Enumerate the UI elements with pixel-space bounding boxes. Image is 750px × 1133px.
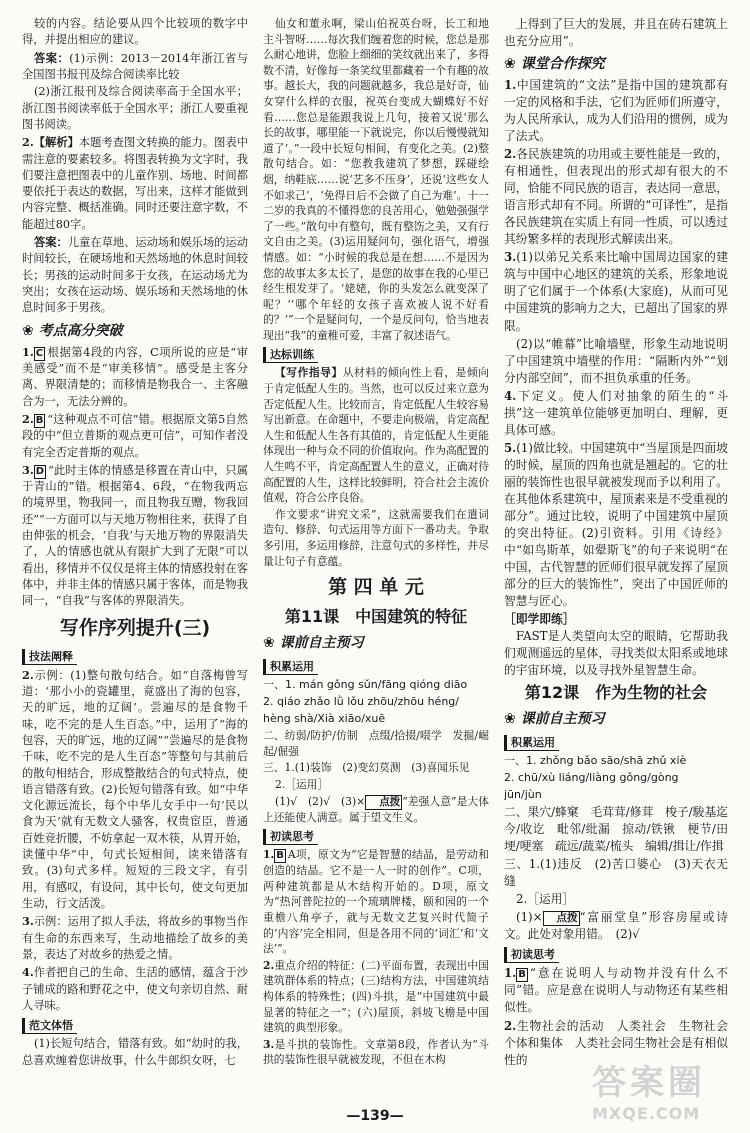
- paragraph-text: FAST是人类望向太空的眼睛，它帮助我们观测遥远的星体，寻找类似太阳系或地球的宇宙环境，以及寻找外星智慧生命。: [504, 629, 728, 678]
- subsection-label: 积累运用: [263, 659, 318, 675]
- section-heading: [504, 708, 728, 730]
- column-left: [22, 16, 248, 1070]
- paragraph: [22, 667, 248, 913]
- section-heading-text: 课前自主预习: [520, 711, 605, 728]
- paragraph-text: 是斗拱的装饰性。文章第8段，作者认为“斗拱的装饰性很早就被发现，不但在木构: [263, 1037, 489, 1067]
- paragraph-text: “意在说明人与动物并没有什么不同”错。应是意在说明人与动物还有某些相似性。: [504, 966, 728, 1015]
- paragraph-text: 重点介绍的特征：(二)平面布置，表现出中国建筑群体系的特点；(三)结构方法，中国建筑结构体系的特殊性；(四)斗拱，是“中国建筑中最显著的特征之一”；(六)屋顶，斜坡飞檐是中国建筑的典型形象。: [263, 958, 489, 1035]
- subsection-label: 积累运用: [504, 735, 559, 751]
- item-number: 2.: [504, 1018, 517, 1033]
- paragraph: [263, 1037, 489, 1068]
- section-heading-text: 课堂合作探究: [520, 56, 605, 73]
- paragraph-text: 示例：运用了拟人手法，将故乡的事物当作有生命的东西来写，生动地描绘了故乡的美景，表达了对故乡的热爱之情。: [22, 915, 248, 961]
- leaf-icon: ❀: [504, 56, 521, 73]
- paragraph-text: (1)长短句结合，错落有致。如“幼时的我，总喜欢缠着您讲故事，什么牛郎织女呀，七: [22, 1037, 248, 1067]
- paragraph: [22, 964, 248, 1014]
- pinyin-line: 2. qiáo zhǎo lǜ lǒu zhōu/zhōu héng/: [263, 695, 459, 709]
- lesson-title: 第12课 作为生物的社会: [524, 683, 708, 703]
- tip-label: [543, 911, 580, 926]
- pinyin-line: hèng shà/Xià xiāo/xuē: [263, 712, 386, 726]
- paragraph: [504, 388, 728, 439]
- paragraph: [22, 16, 248, 49]
- paragraph-text: “此时主体的情感是移置在青山中，只属于青山的”错。根据第4、6段，“在物我两忘的境界里，物我同一，而且物我互赠，物我回还”“一方面可以与天地万物相往来，获得了自由伸张的机会，‘自我’与天地万物的界限消失了，人的情感也就从有限扩大到了无限”可以看出，移情并不仅仅是将主体的情感投射在客体中，并非主体的情感只属于客体，而是物我同一，“自我”与客体的界限消失。: [22, 463, 248, 608]
- paragraph: [263, 16, 489, 343]
- tip-label: [365, 795, 402, 810]
- paragraph-text: 各民族建筑的功用或主要性能是一致的，有相通性，但表现出的形式却有很大的不同，恰能不同民族的语言，表达同一意思，语言形式却有不同。所谓的“可译性”，是指各民族建筑在实质上有同一性质，可以透过其纷繁多样的表现形式解读出来。: [504, 147, 728, 247]
- subsection-label: ［即学即练］: [504, 612, 575, 627]
- item-number: 5.: [504, 440, 517, 455]
- answer-letter-box: B: [276, 850, 284, 862]
- paragraph-text: 作者把自己的生命、生活的感情，蕴含于沙子铺成的路和野花之中，使文句亲切自然、耐人寻味。: [22, 966, 248, 1012]
- section-heading: [22, 320, 248, 342]
- pinyin-line: 一、1. mán gǒng sǔn/fāng qióng diāo: [263, 678, 468, 692]
- item-number: 4.: [504, 388, 517, 403]
- paragraph: [22, 913, 248, 963]
- subsection-label: 初读思考: [263, 829, 318, 845]
- paragraph-text: 二、纺弱/防护/仿制 点缀/拾掇/啜学 发掘/崛起/倔强: [263, 729, 489, 758]
- answer-letter-box: D: [35, 465, 45, 477]
- paragraph: [504, 628, 728, 679]
- paragraph-text-tail: “富丽堂皇”形容房屋或诗文。此处对象用错。 (2)√: [504, 910, 728, 942]
- paragraph: [504, 856, 728, 890]
- paragraph: [504, 249, 728, 334]
- paragraph-text: (1)以弟兄关系来比喻中国周边国家的建筑与中国中心地区的建筑的关系，形象地说明了它们属于一个体系(大家庭)，从而可见中国建筑的影响力之大，已超出了国家的界限。: [504, 250, 728, 333]
- subsection-label: 技法阐释: [22, 649, 77, 665]
- paragraph-text: (1)×: [516, 910, 543, 925]
- paragraph-text: A项，原文为“它是智慧的结晶，是劳动和创造的结晶。它不是一人一时的创作”。C项，两种建筑都是从木结构开始的。D项，原文为“热河普陀拉的一个琉璃牌楼，颐和园的一个重檐八角亭子，就与无数文艺复兴时代简子的‘内容’完全相同，但是各用不同的‘词汇’和‘文法’”。: [263, 848, 489, 956]
- paragraph: [22, 134, 248, 233]
- item-number: 2.: [22, 135, 34, 150]
- paragraph-text: “这种观点不可信”错。根据原文第5自然段的中“但立普斯的观点更可信”，可知作者没有完全否定普斯的观点。: [22, 412, 248, 459]
- paragraph-text: 2.［运用］: [275, 777, 329, 791]
- paragraph-text: (1)做比较。中国建筑中“当屋顶是四面坡的时候，屋顶的四角也就是翘起的。它的壮丽的装饰性也很早就被发现而予以利用了。在其他体系建筑中，屋顶素来是不受重视的部分”。通过比较，说明了中国建筑中屋顶的突出特征。(2)引资料。引用《诗经》中“如鸟斯革，如翚斯飞”的句子来说明“在中国，古代智慧的匠师们很早就发挥了屋顶部分的巨大的装饰性”，突出了中国匠师的智慧与匠心。: [504, 440, 728, 608]
- paragraph-text: 三、1.(1)装饰 (2)变幻莫测 (3)喜闻乐见: [263, 761, 470, 775]
- item-number: 3.: [22, 914, 34, 929]
- paragraph-text: 下定义。使人们对抽象的陌生的“斗拱”这一建筑单位能够更加明白、理解，更具体可感。: [504, 388, 728, 437]
- paragraph-text: 生物社会的活动 人类社会 生物社会 个体和集体 人类社会同生物社会是有相似性的: [504, 1018, 740, 1067]
- paragraph-text: (2)以“帷幕”比喻墙壁，形象生动地说明了中国建筑中墙壁的作用：“隔断内外”“划分内部空间”，而不担负承重的任务。: [504, 336, 728, 385]
- subsection-label: 范文体悟: [22, 1018, 77, 1034]
- item-number: 3.: [22, 462, 34, 477]
- item-number: 1.: [22, 344, 34, 359]
- paragraph: [504, 909, 728, 943]
- paragraph: [22, 1036, 248, 1069]
- pinyin-line: jūn/jùn: [504, 788, 542, 802]
- paragraph-text: 示例：(1)整句散句结合。如“自落梅曾写道：‘那小小的瓷罐里，竟盛出了海的包容，天的旷远，地的辽阔’。尝遍尽的是食物千味，吃不完的是人生百态。”中，运用了“海的包容，天的旷远，地的辽阔”“尝遍尽的是食物千味，吃不完的是人生百态”等整句与其前后的散句相结合，形成整散结合的句式特点，使语言错落有致。(2)长短句错落有致。如“中华文化源远流长，每个中华儿女手中一句‘民以食为天’就有无数文人骚客，权贵宦臣，普通百姓竞折腰，不妨拿起一双木筷，从胃开始，读懂中华”中，句式长短相间，读来错落有致。(3)句式多样。短短的三段文字，有引用，有感叹，有设问，其中长句，使文句更加生动，行文活泼。: [22, 668, 248, 910]
- answer-label: 答案：: [34, 50, 70, 65]
- paragraph-text: 仙女和董永啊，梁山伯祝英台呀，长工和地主斗智呀……每次我们缠着您的时候，您总是那么耐心地讲，您脸上细细的笑纹就出来了，多得数不清，好像每一条笑纹里都藏着一个有趣的故事。越长大，我的问题就越多，我总是好奇，仙女穿什么样的衣服，祝英台变成大蝴蝶好不好看……您总是能跟我说上几句，接着又说‘那么长的故事，哪里能一下就说完，你以后慢慢就知道了’。”一段中长短句相间，有变化之美。(2)整散句结合。如：“您教我建筑了梦想，踩碰绘烟，纳鞋底……说‘艺多不压身’，还说‘这些女人不如求己’，‘免得日后不会做了自己为难’。十一二岁的我真的不懂得您的良苦用心，勉勉强强学了一些。”散句中有整句，既有整饬之美，又有行文自由之美。(3)运用疑问句，强化语气，增强情感。如：“小时候的我总是在想……不是因为您的故事太多太长了，是您的故事在我的心里已经生根发芽了。‘姥姥，你的头发怎么就变深了呢？’‘哪个年轻的女孩子喜欢被人说不好看的？’”一个是疑问句，一个是反问句，恰当地表现出“我”的童稚可爱，丰富了叙述语气。: [263, 17, 489, 342]
- item-number: 2.: [263, 958, 275, 972]
- watermark-logo: [592, 1055, 742, 1125]
- paragraph: [504, 336, 728, 387]
- paragraph: [263, 777, 489, 793]
- tip-label-text: 点拨: [379, 795, 401, 808]
- paragraph: [263, 794, 489, 826]
- paragraph: [504, 804, 728, 855]
- paragraph: [22, 344, 248, 410]
- paragraph: [22, 50, 248, 84]
- paragraph: [263, 958, 489, 1036]
- watermark-line2: MXQE.COM: [592, 1104, 701, 1123]
- tip-label-text: 点拨: [556, 912, 578, 925]
- paragraph: [504, 77, 728, 145]
- pinyin-line: 一、1. zhǒng bǎo sāo/shā zhǔ xiè: [504, 754, 687, 768]
- watermark-line1: 答案圈: [592, 1063, 706, 1103]
- paragraph-text: (1)示例：2013－2014年浙江省与全国图书报刊及综合阅读率比较: [22, 51, 248, 81]
- item-number: 2.: [504, 147, 517, 162]
- answer-letter-box: C: [35, 347, 44, 359]
- paragraph: [263, 728, 489, 759]
- paragraph-text: (2)浙江报刊及综合阅读率高于全国水平；浙江图书阅读率低于全国水平；浙江人要重视图书阅读。: [22, 85, 248, 131]
- paragraph-text: 中国建筑的“文法”是指中国的建筑都有一定的风格和手法，它们为匠师们所遵守，为人民所承认，成为人们沿用的惯例，成为了法式。: [504, 78, 728, 144]
- paragraph-text: (1)√ (2)√ (3)×: [275, 794, 366, 808]
- page-number: —139—: [346, 1108, 404, 1124]
- paragraph: [22, 234, 248, 317]
- item-number: 1.: [504, 966, 517, 981]
- answer-label: 答案：: [34, 235, 68, 250]
- answer-label: 【解析】: [33, 135, 79, 150]
- subsection-label: 初读思考: [504, 947, 559, 963]
- paragraph: [504, 440, 728, 610]
- leaf-icon: ❀: [263, 635, 280, 652]
- item-number: 1.: [504, 78, 517, 93]
- item-number: 2.: [22, 667, 34, 682]
- pinyin-line: 2. chū/xù liáng/liàng gǒng/gòng: [504, 771, 679, 785]
- item-number: 1.: [263, 848, 275, 862]
- paragraph-text: 2.［运用］: [516, 892, 575, 907]
- paragraph-text: 从材料的倾向性上看，是倾向于肯定低配人生的。当然，也可以反过来立意为否定低配人生。比较而言，肯定低配人生较容易写出新意。在命题中，不要走向极端，肯定高配人生和低配人生各有其值的，肯定低配人生更能体现出一种与众不同的价值取向。作为高配置的人生鸣不平，肯定高配置人生的意义，正确对待高配置的人生，这样比较鲜明，符合社会主流价值观，符合公序良俗。: [263, 366, 489, 505]
- paragraph-text: 三、1.(1)违反 (2)苦口婆心 (3)天衣无缝: [504, 857, 728, 889]
- paragraph: [504, 16, 728, 50]
- unit-title: 第 四 单 元: [328, 576, 424, 599]
- leaf-icon: ❀: [22, 322, 39, 339]
- item-number: 4.: [22, 965, 34, 980]
- paragraph-text: 根据第4段的内容，C项所说的应是“审美感受”而不是“审美移情”。感受是主客分离、界限清楚的；而移情是物我合一、主客融合为一，无法分辨的。: [22, 345, 248, 408]
- paragraph: [22, 462, 248, 610]
- item-number: 3.: [504, 250, 517, 265]
- column-right: [504, 16, 740, 1070]
- section-heading: [263, 632, 489, 654]
- paragraph: [22, 84, 248, 133]
- paragraph: [263, 760, 489, 776]
- item-number: 3.: [263, 1037, 275, 1051]
- paragraph-text: 本题考查图文转换的能力。图表中需注意的要素较多。将图表转换为文字时，我们要注意把图表中的儿童作别、场地、时间都要依托于表达的数据，写出来，这样才能做到内容完整、概括准确。同时还要注意字数，不能超过80字。: [22, 136, 248, 231]
- section-heading-text: 课前自主预习: [279, 635, 364, 652]
- paragraph-text: 较的内容。结论要从四个比较项的数字中得，并提出相应的建议。: [22, 17, 248, 47]
- column-middle: [263, 16, 489, 1069]
- paragraph: [263, 847, 489, 957]
- section-heading: [504, 53, 728, 75]
- leaf-icon: ❀: [504, 711, 521, 728]
- paragraph: [263, 507, 489, 569]
- answer-label: 【写作指导】: [275, 366, 343, 380]
- paragraph: [504, 965, 728, 1016]
- answer-letter-box: B: [35, 414, 44, 426]
- paragraph-text: 二、果穴/蜂窠 毛茸茸/修茸 梭子/駿基迄今/收讫 毗邻/纰漏 掠动/铁锹 梗节/田埂/哽塞 疏远/蔬菜/梳头 编辑/揖让/作揖: [504, 805, 728, 854]
- paragraph-text: 作文要求“讲究文采”，这就需要我们在遣词造句、修辞、句式运用等方面下一番功夫。争取多引用，多运用修辞，注意句式的多样性，并尽量让句子有意蕴。: [263, 507, 489, 568]
- paragraph: [22, 411, 248, 461]
- paragraph-text: 上得到了巨大的发展，并且在砖石建筑上也充分应用”。: [504, 17, 728, 49]
- paragraph: [504, 891, 728, 908]
- paragraph-text-tail: “差强人意”是大体上还能使人满意。属于望文生义。: [263, 794, 490, 824]
- section-heading-text: 考点高分突破: [38, 322, 123, 339]
- lesson-title: 第11课 中国建筑的特征: [284, 607, 468, 627]
- subsection-label: 达标训练: [263, 347, 318, 363]
- unit-title: 写作序列提升(三): [59, 616, 211, 639]
- paragraph: [263, 365, 489, 505]
- paragraph: [504, 146, 728, 248]
- item-number: 2.: [22, 411, 34, 426]
- answer-letter-box: B: [518, 969, 526, 981]
- paragraph-text: 儿童在草地、运动场和娱乐场的运动时间较长，在硬场地和天然场地的休息时间较长；男孩的运动时间多于女孩，在运动场尤为突出；女孩在运动场、娱乐场和天然场地的休息时间多于男孩。: [22, 236, 248, 315]
